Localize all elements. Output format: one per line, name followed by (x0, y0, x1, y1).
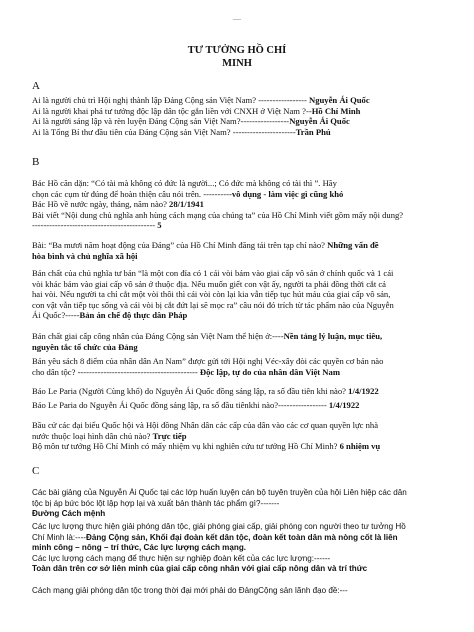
qa-item: Ai là Tổng Bí thư đầu tiên của Đảng Cộng sản Việt Nam? ----------------------Trần Phú (32, 126, 331, 137)
qa-item: Ai là người khai phá tư tưởng độc lập dân tộc gắn liền với CNXH ở Việt Nam ?--Hồ Chí Minh (32, 105, 361, 116)
qa-item: Bác Hồ căn dặn: “Có tài mà không có đức là người...; Có đức mà không có tài thì ”. Hãy chọn các cụm từ đúng để hoàn thiện câu nói trên. ----------vô dụng - làm việc gì cũng khó Bác Hồ về nước ngày, tháng, năm nào? 28/1/1941 Bài viết “Nội dung chủ nghĩa anh hùng cách mạng của chúng ta” của Hồ Chí Minh viết gồm mấy nội dung? ------------------------------------------- 5 (32, 178, 404, 231)
qa-item: Bản chất của chủ nghĩa tư bản “là một con đỉa có 1 cái vòi bám vào giai cấp vô sản ở chính quốc và 1 cái vòi khác bám vào giai cấp vô sản ở thuộc địa. Nếu muốn giết con vật ấy, người ta phải đồng thời cắt cả hai vòi. Nếu người ta chỉ cắt một vòi thôi thì cái vòi còn lại kia vẫn tiếp tục hút máu của giai cấp vô sản, con vật vẫn tiếp tục sống và cái vòi bị cắt đứt lại sẽ mọc ra” câu nói đó trích từ tác phẩm nào của Nguyễn Ái Quốc?-----Bản án chế độ thực dân Pháp (32, 268, 394, 321)
qa-item: Bài: “Ba mươi năm hoạt động của Đảng” của Hồ Chí Minh đăng tải trên tạp chí nào? Những vấn đề hòa bình và chủ nghĩa xã hội (32, 240, 379, 261)
qa-item: Bầu cử các đại biểu Quốc hội và Hội đồng Nhân dân các cấp của dân vào các cơ quan quyền lực nhà nước thuộc loại hình dân chủ nào? Trực tiếp Bộ môn tư tưởng Hồ Chí Minh có mấy nhiệm vụ khi nghiên cứu tư tưởng Hồ Chí Minh? 6 nhiệm vụ (32, 420, 381, 452)
qa-item: Các lực lượng thực hiện giải phóng dân tộc, giải phóng giai cấp, giải phóng con người theo tư tưởng Hồ Chí Minh là:----Đảng Cộng sản, Khối đại đoàn kết dân tộc, đoàn kết toàn dân mà nòng cốt là liên minh công – nông – trí thức, Các lực lượng cách mạng. Các lực lượng cách mạng để thực hiện sự nghiệp đoàn kết của các lực lượng:------ Toàn dân trên cơ sở liên minh của giai cấp công nhân với giai cấp nông dân và trí thức (32, 522, 406, 574)
qa-item: Cách mạng giải phóng dân tộc trong thời đại mới phải do ĐảngCộng sản lãnh đạo đề:--- (32, 586, 348, 595)
qa-item: Báo Le Paria (Người Cùng khổ) do Nguyễn Ái Quốc đồng sáng lập, ra số đầu tiên khi nào? 1/4/1922 (32, 386, 379, 396)
section-heading-b: B (32, 156, 40, 168)
qa-item: Báo Le Paria do Nguyễn Ái Quốc đồng sáng lập, ra số đầu tiênkhi nào?----------------- 1/4/1922 (32, 400, 360, 410)
section-a-list (32, 95, 450, 137)
title-line-2: MINH (222, 58, 252, 69)
qa-item: Bản chất giai cấp công nhân của Đảng Cộng sản Việt Nam thể hiện ở:----Nền tảng lý luận, mục tiêu, nguyên tắc tổ chức của Đảng (32, 331, 383, 352)
page-top-mark: — (233, 14, 241, 23)
qa-item: Các bài giảng của Nguyễn Ái Quốc tại các lớp huấn luyện cán bộ tuyên truyền của hội Liên hiệp các dân tộc bị áp bức bóc lột lập hợp lại và xuất bản thành tác phẩm gì?------- Đường Cách mệnh (32, 488, 407, 519)
qa-item: Bản yêu sách 8 điểm của nhân dân An Nam” được gửi tới Hội nghị Véc-xây đòi các quyền cơ bản nào cho dân tộc? ------------------------------------------ Độc lập, tự do của nhân dân Việt Nam (32, 356, 384, 377)
title-line-1: TƯ TƯỞNG HỒ CHÍ (187, 45, 287, 56)
section-heading-a: A (32, 80, 40, 92)
qa-item: Ai là người sáng lập và rèn luyện Đảng Cộng sản Việt Nam?-----------------Nguyễn Ái Quốc (32, 116, 350, 127)
qa-item: Ai là người chủ trì Hội nghị thành lập Đảng Cộng sản Việt Nam? ----------------- Nguyễn Ái Quốc (32, 95, 370, 105)
section-heading-c: C (32, 465, 40, 477)
document-title (0, 44, 474, 70)
